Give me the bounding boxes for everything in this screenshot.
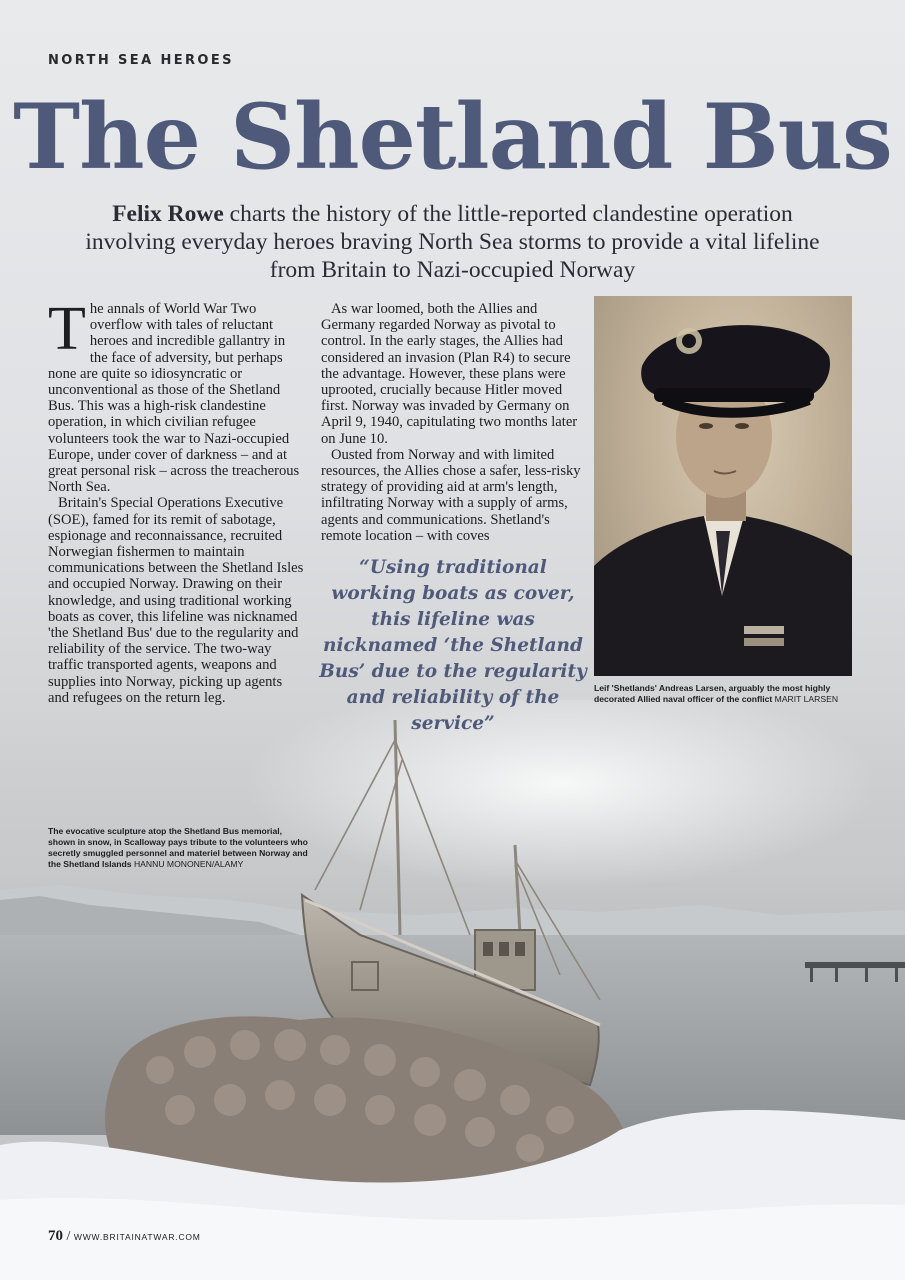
website-url: WWW.BRITAINATWAR.COM [73, 1232, 201, 1242]
author-name: Felix Rowe [112, 201, 224, 227]
body-paragraph: Britain's Special Operations Executive (SOE), famed for its remit of sabotage, espionage and reconnaissance, recruited Norwegian fishermen to maintain communications between the Shetland Isles and occupied Norway. Drawing on their knowledge, and using traditional working boats as cover, this lifeline was nicknamed 'the Shetland Bus' due to the regularity and reliability of the service. The two-way traffic transported agents, weapons and supplies into Norway, picking up agents and refugees on the return leg. [48, 495, 304, 706]
paragraph-text: he annals of World War Two overflow with tales of reluctant heroes and incredible gallantry in the face of adversity, but perhaps none are quite so idiosyncratic or unconventional as those of the Shetland Bus. This was a high-risk clandestine operation, in which civilian refugee volunteers took the war to Nazi-occupied Europe, under cover of darkness – and at great personal risk – across the treacherous North Sea. [48, 301, 300, 496]
body-paragraph [48, 295, 306, 496]
photo-credit: MARIT LARSEN [772, 694, 839, 704]
caption-text: The evocative sculpture atop the Shetland Bus memorial, shown in snow, in Scalloway pays tribute to the volunteers who secretly smuggled personnel and materiel between Norway and the Shetland Islands [48, 826, 308, 869]
page-footer [48, 1228, 201, 1245]
caption-text: Leif 'Shetlands' Andreas Larsen, arguably the most highly decorated Allied naval officer of the conflict [594, 683, 831, 704]
body-paragraph: Ousted from Norway and with limited resources, the Allies chose a safer, less-risky strategy of providing aid at arm's length, infiltrating Norway with a supply of arms, agents and communications. Shetland's remote location – with coves [321, 446, 581, 544]
photo-credit: HANNU MONONEN/ALAMY [131, 859, 244, 869]
portrait-caption [594, 683, 854, 705]
section-kicker: NORTH SEA HEROES [48, 53, 234, 68]
pull-quote: “Using traditional working boats as cover, this lifeline was nicknamed ‘the Shetland Bus’ due to the regularity and reliability of the service” [319, 557, 587, 734]
body-paragraph: As war loomed, both the Allies and Germany regarded Norway as pivotal to control. In the early stages, the Allies had considered an invasion (Plan R4) to secure the advantage. However, these plans were uprooted, crucially because Hitler moved first. Norway was invaded by Germany on April 9, 1940, capitulating two months later on June 10. [321, 301, 578, 447]
body-column-2 [321, 301, 581, 544]
page-number: 70 [48, 1228, 63, 1244]
standfirst [80, 200, 825, 284]
portrait-illustration [594, 296, 852, 676]
sculpture-caption [48, 826, 310, 870]
body-column-1 [48, 295, 306, 706]
portrait-photo [594, 296, 852, 676]
article-title: The Shetland Bus [13, 84, 892, 190]
footer-separator: / [63, 1229, 74, 1244]
standfirst-text: charts the history of the little-reported clandestine operation involving everyday heroes braving North Sea storms to provide a vital lifeline from Britain to Nazi-occupied Norway [85, 201, 820, 283]
memorial-sculpture-photo [0, 700, 905, 1280]
drop-cap: T [48, 295, 86, 363]
